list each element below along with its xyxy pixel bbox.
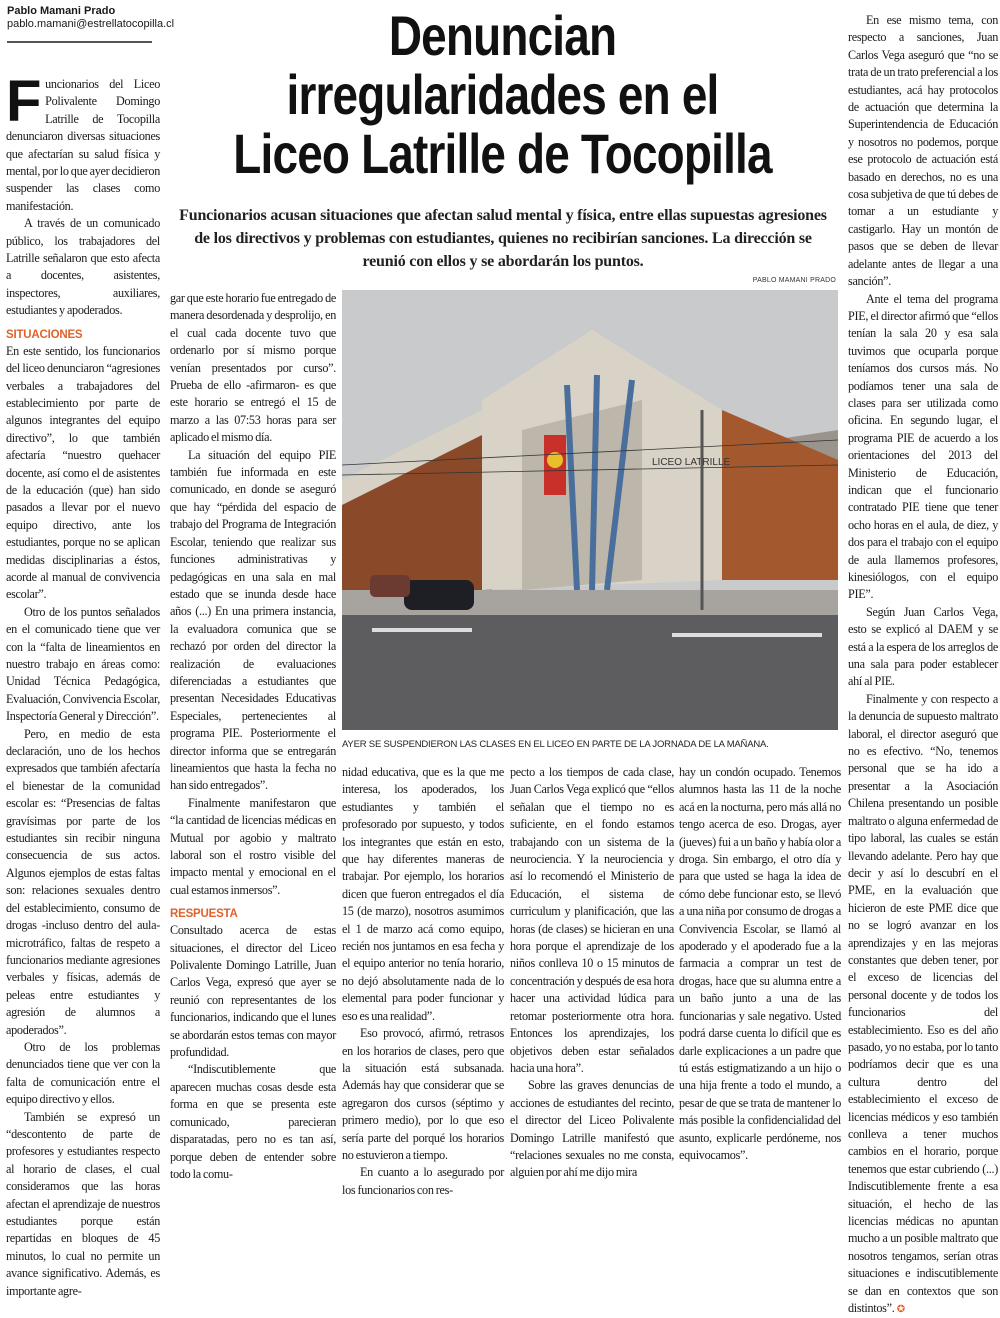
article-paragraph: Finalmente y con respecto a la denuncia de supuesto maltrato laboral, el director aseguró que no es efectivo. “No, tenemos personal que se ha ido a presentar a la Asociación Chilena presentando un posible maltrato o alguna enfermedad de tipo laboral, las cuales se están llevando adelante. Pero hay que decir y así lo descubrí en el PME, en la evaluación que hicieron de este PME dice que no se logró avanzar en los aprendizajes y en las mejoras constantes que deben tener, por el exceso de licencias del personal docente y de todos los funcionarios del establecimiento. Eso es del año pasado, yo no estaba, por lo tanto podríamos decir que es una cultura dentro del establecimiento el exceso de licencias médicos y eso también conlleva a tener muchos cambios en el horario, porque tenemos que estar cubriendo (...) Indiscutiblemente frente a esa situación, el hecho de las licencias médicas no apuntan mucho a un posible maltrato que nosotros tengamos, serían otras situaciones e indiscutiblemente se dan en contextos que son distintos”. ✪	[848, 691, 998, 1316]
article-paragraph: Eso provocó, afirmó, retrasos en los horarios de clases, pero que la situación está subsanada. Además hay que considerar que se agregaron dos cursos (séptimo y primero medio), por lo que eso sería parte del porqué los horarios no estuvieron a tiempo.	[342, 1026, 504, 1162]
article-paragraph: En este sentido, los funcionarios del liceo denunciaron “agresiones verbales a trabajadores del establecimiento por parte de algunos integrantes del equipo directivo”, lo que también afectaría “nuestro quehacer docente, así como el de asistentes de la educación (que) han sido pasados a llevar por el nuevo equipo directivo, ante los estudiantes, porque no se aplican medidas disciplinarias a éstos, acorde al manual de convivencia escolar”.	[6, 343, 160, 602]
end-mark-icon: ✪	[894, 1304, 905, 1316]
article-paragraph: nidad educativa, que es la que me interesa, los apoderados, los estudiantes y también el profesorado por supuesto, y todos los integrantes que están en esto, que hay diferentes maneras de trabajar. Por ejemplo, los horarios dicen que fueron entregados el día 15 (de marzo), nosotros asumimos el 1 de marzo acá como equipo, recién nos juntamos en esa fecha y el equipo anterior no tenía horario, no dejó absolutamente nada de lo elemental para poder funcionar y eso es una realidad”.	[342, 765, 504, 1023]
article-column-4	[510, 764, 674, 1182]
article-column-3	[342, 764, 504, 1199]
subtitle: Funcionarios acusan situaciones que afectan salud mental y física, entre ellas supuestas agresiones de los directivos y problemas con estudiantes, quienes no recibirían sanciones. La dirección se reunió con ellos y se abordarán los puntos.	[179, 207, 827, 270]
headline	[170, 6, 835, 183]
article-paragraph: Ante el tema del programa PIE, el director afirmó que “ellos tenían la sala 20 y esa sala tuvimos que ocuparla porque teníamos dos cursos más. No podíamos tener una sala de clases para ser utilizada como oficina. En segundo lugar, el programa PIE de acuerdo a los orientaciones del 2013 del Ministerio de Educación, indican que el funcionario contratado PIE tiene que tener ocho horas en el aula, de diez, y dos para el trabajo con el equipo de aula llamemos profesores, kinesiólogos, con el equipo PIE”.	[848, 291, 998, 602]
author-name: Pablo Mamani Prado	[7, 5, 116, 17]
liceo-photo	[342, 290, 838, 730]
article-paragraph: La situación del equipo PIE también fue informada en este comunicado, en donde se aseguró que hay “pérdida del espacio de trabajo del Programa de Integración Escolar, teniendo que realizar sus funciones administrativas y pedagógicas en una sala en mal estado que se inunda desde hace años (...) En una primera instancia, la evaluadora comunica que se rechazó por orden del director la realización de evaluaciones diferenciadas a estudiantes que presentan Necesidades Educativas Especiales, pertenecientes al programa PIE. Posteriormente el director informa que se entregarán lineamientos que hasta la fecha no han sido entregados”.	[170, 447, 336, 793]
headline-line: Liceo Latrille de Tocopilla	[233, 122, 772, 185]
article-paragraph: hay un condón ocupado. Tenemos alumnos hasta las 11 de la noche acá en la nocturna, pero más allá no tengo acerca de eso. Drogas, ayer (jueves) fui a un baño y había olor a droga. Sin embargo, el otro día y para que usted se haga la idea de cómo debe funcionar esto, se llevó a una niña por consumo de drogas a Convivencia Escolar, se llamó al apoderado y el apoderado fue a la farmacia a comprar un test de drogas, hace que su alumna entre a un baño junto a una de las funcionarias y sale negativo. Usted podrá darse cuenta lo difícil que es darle explicaciones a un padre que tú estás estigmatizando a un hijo o una hija frente a todo el mundo, a pesar de que se trata de mantener lo más posible la confidencialidad del asunto, explicarle perdóneme, nos equivocamos”.	[679, 765, 841, 1162]
article-paragraph: En cuanto a lo asegurado por los funcionarios con res-	[342, 1165, 504, 1197]
article-paragraph: En ese mismo tema, con respecto a sanciones, Juan Carlos Vega aseguró que “no se trata de un trato preferencial a los estudiantes, acá hay protocolos de actuación que determina la Superintendencia de Educación y nosotros no podemos, porque ese protocolo de actuación está basado en derechos, no es una cosa subjetiva de que tú debes de tomar a un estudiante y castigarlo. Hay un montón de pasos que se deben de llevar adelante antes de llegar a una sanción”.	[848, 13, 998, 289]
article-paragraph: Otro de los problemas denunciados tiene que ver con la falta de comunicación entre el equipo directivo y ellos.	[6, 1039, 160, 1107]
article-paragraph: “Indiscutiblemente que aparecen muchas cosas desde esta forma en que se presenta este comunicado, parecieran disparatadas, pero no es tan así, porque deben de entender sobre todo la comu-	[170, 1062, 336, 1181]
building-sign: LICEO LATRILLE	[652, 457, 731, 468]
drop-cap: F	[6, 69, 42, 134]
headline-line: Denuncian	[388, 4, 617, 67]
parked-car	[370, 575, 410, 597]
article-paragraph: pecto a los tiempos de cada clase, Juan Carlos Vega explicó que “ellos señalan que el tiempo no es suficiente, en el fondo estamos trabajando con un sistema de la neurociencia. Y la neurociencia y así lo recomendó el Ministerio de Educación, el sistema de curriculum y planificación, que las horas (de clases) se hicieran en una hora porque el aprendizaje de los niños conlleva 10 o 15 minutos de concentración y después de esa hora hacer una actividad lúdica para retomar posteriormente otra hora. Entonces los aprendizajes, los objetivos deben estar señalados hacia una hora”.	[510, 765, 674, 1075]
article-paragraph: Otro de los puntos señalados en el comunicado tiene que ver con la “falta de lineamientos en nuestro trabajo en áreas como: Unidad Técnica Pedagógica, Evaluación, Convivencia Escolar, Inspectoría General y Dirección”.	[6, 604, 160, 724]
article-paragraph: Consultado acerca de estas situaciones, el director del Liceo Polivalente Domingo Latrille, Juan Carlos Vega, expresó que ayer se reunió con representantes de los funcionarios, indicando que el lunes se abordarán estos temas con mayor profundidad.	[170, 923, 336, 1060]
byline-divider	[7, 41, 152, 43]
article-column-2	[170, 290, 336, 1183]
article-paragraph: También se expresó un “descontento de parte de profesores y estudiantes respecto al horario de clases, el cual consideramos que las horas afectan el aprendizaje de nuestros estudiantes porque están repartidas en bloques de 45 minutos, lo cual no permite un avance significativo. Además, es importante agre-	[6, 1109, 160, 1298]
lead-paragraph: Funcionarios del Liceo Polivalente Domingo Latrille de Tocopilla denunciaron diversas situaciones que afectarían su salud física y mental, por lo que ayer decidieron suspender las clases como manifestación.	[6, 69, 160, 213]
article-paragraph: gar que este horario fue entregado de manera desordenada y desprolijo, en el cual cada docente tuvo que ordenarlo por sí mismo porque venían presentados por curso”. Prueba de ello -afirmaron- es que este horario se entregó el 15 de marzo a las 07:53 horas para ser aplicado el mismo día.	[170, 291, 336, 445]
car	[404, 580, 474, 610]
article-column-5	[679, 764, 841, 1164]
photo-caption: AYER SE SUSPENDIERON LAS CLASES EN EL LICEO EN PARTE DE LA JORNADA DE LA MAÑANA.	[342, 739, 769, 750]
section-heading: SITUACIONES	[6, 328, 83, 341]
article-paragraph: Según Juan Carlos Vega, esto se explicó al DAEM y se está a la espera de los arreglos de una sala para poder establecer ahí al PIE.	[848, 604, 998, 689]
byline	[7, 5, 174, 43]
article-paragraph: A través de un comunicado público, los trabajadores del Latrille señalaron que esto afecta a docentes, asistentes, inspectores, auxiliares, estudiantes y apoderados.	[6, 216, 160, 318]
section-heading: RESPUESTA	[170, 908, 238, 921]
author-email[interactable]: pablo.mamani@estrellatocopilla.cl	[7, 18, 175, 30]
article-column-6	[848, 12, 998, 1318]
headline-line: irregularidades en el	[286, 63, 719, 126]
article-paragraph: Finalmente manifestaron que “la cantidad de licencias médicas en Mutual por agobio y maltrato laboral son el rostro visible del impacto mental y emocional en el cual estamos inmersos”.	[170, 795, 336, 897]
road	[342, 615, 838, 730]
photo-credit: PABLO MAMANI PRADO	[752, 277, 836, 284]
article-paragraph: Sobre las graves denuncias de acciones de estudiantes del recinto, el director del Liceo Polivalente Domingo Latrille manifestó que “relaciones sexuales no me consta, alguien por ahí me dijo mira	[510, 1078, 674, 1180]
article-paragraph: Pero, en medio de esta declaración, uno de los hechos expresados que también afectaría el bienestar de la comunidad escolar es: “Presencias de faltas gravísimas por parte de los estudiantes sin recibir ninguna consecuencia de sus actos. Algunos ejemplos de estas faltas son: relaciones sexuales dentro del establecimiento, consumo de drogas -incluso dentro del aula- microtráfico, faltas de respeto a funcionarios mediante agresiones verbales y físicas, además de peleas entre estudiantes y agresión de alumnos a apoderados”.	[6, 726, 160, 1037]
article-column-1	[6, 69, 160, 1300]
